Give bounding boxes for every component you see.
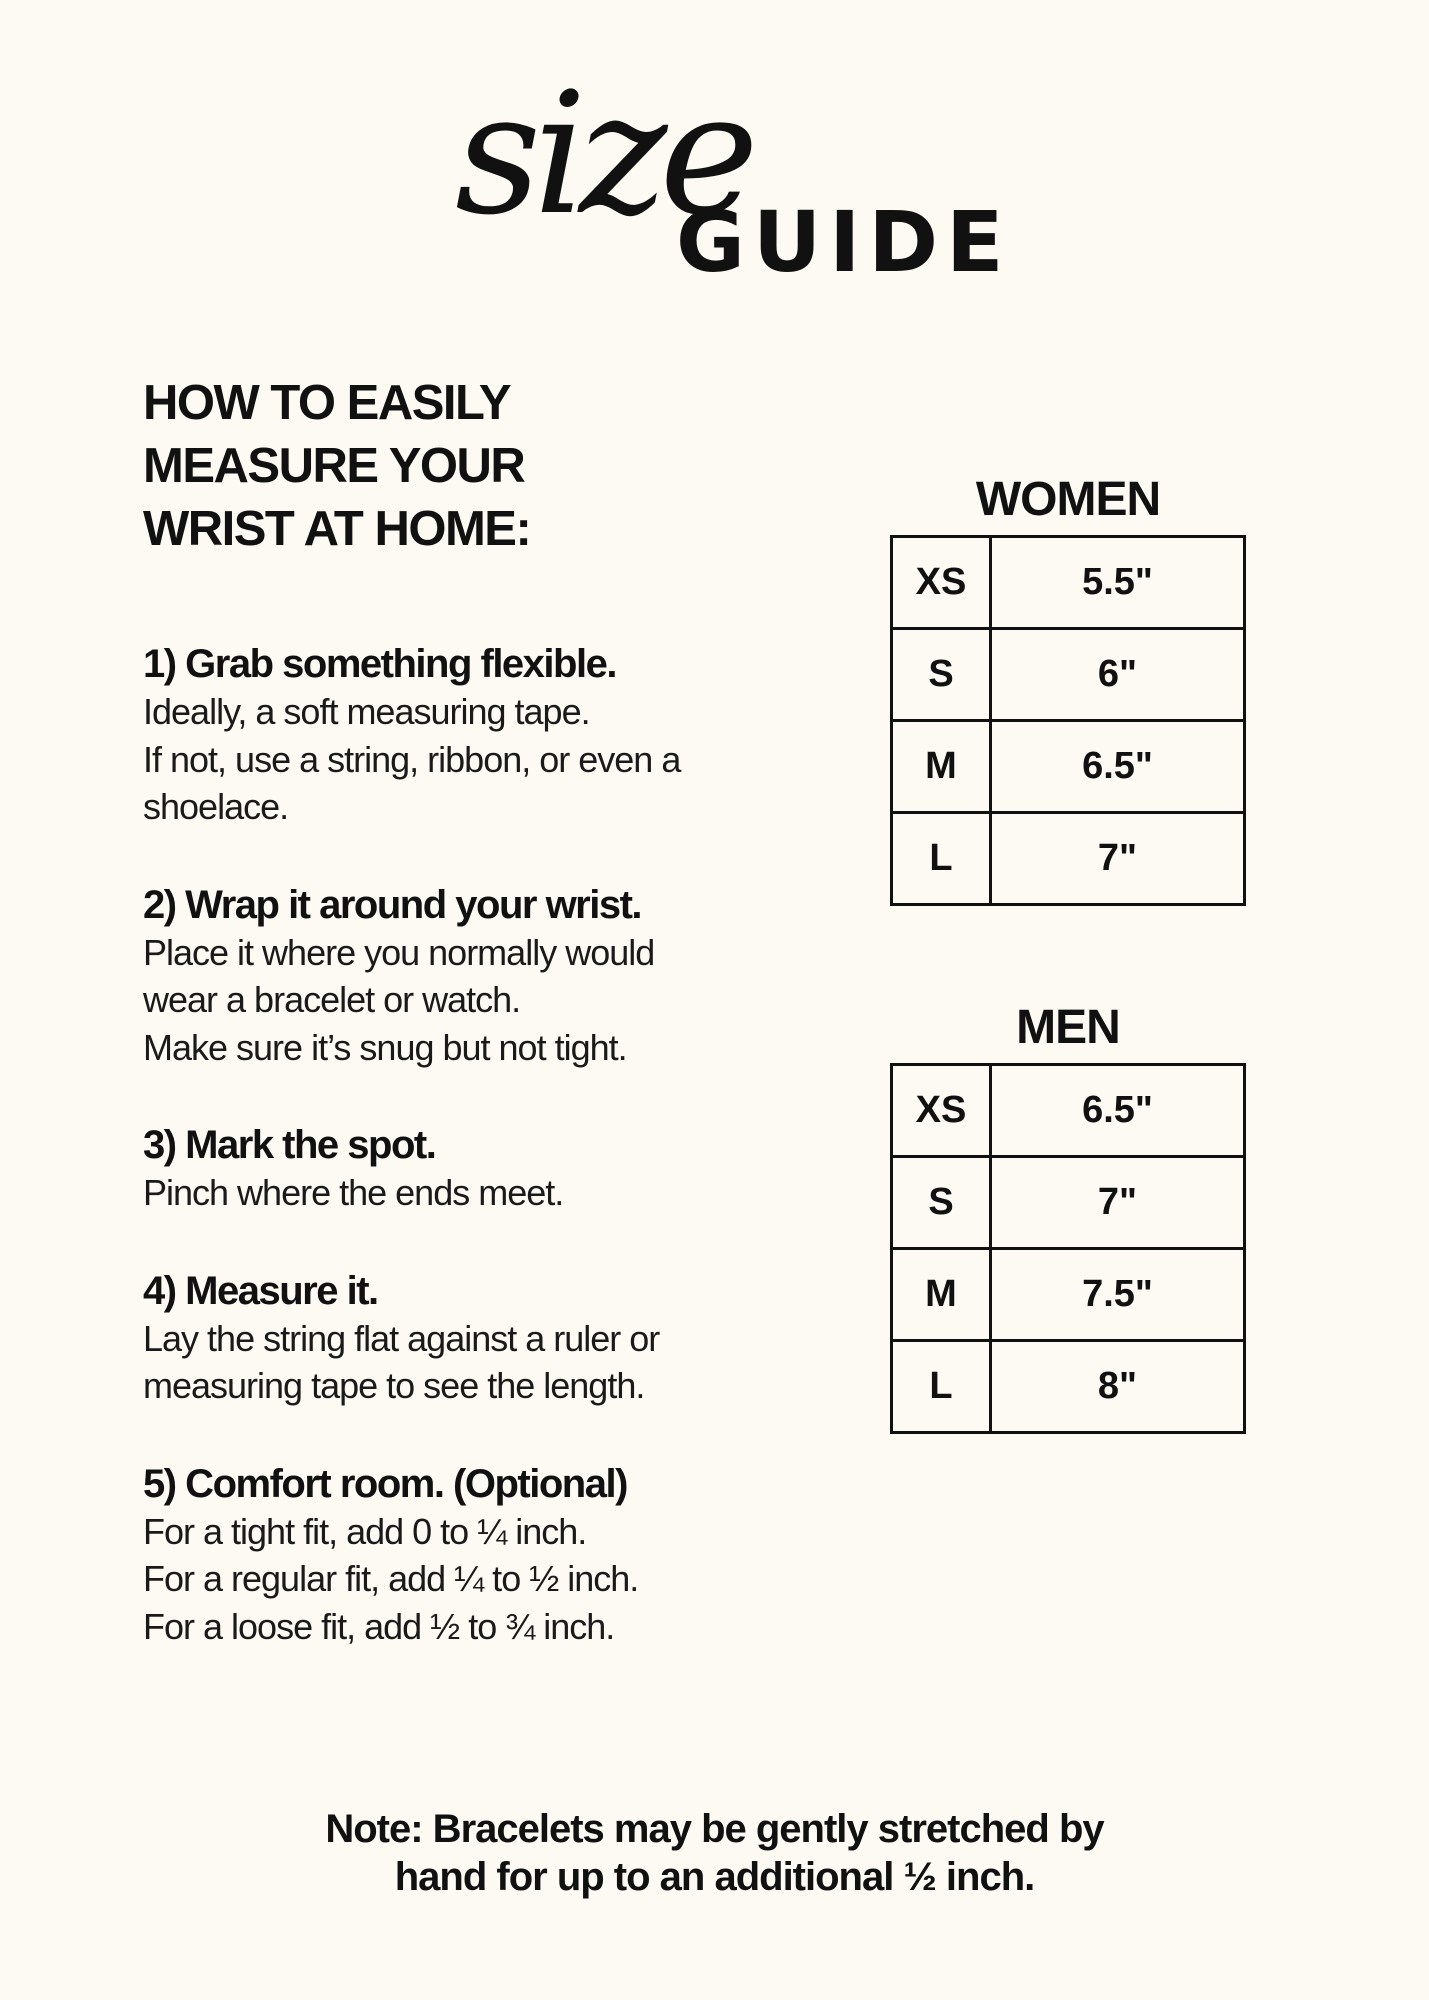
step-line: Make sure it’s snug but not tight. — [143, 1026, 627, 1068]
step-title: 5) Comfort room. (Optional) — [143, 1461, 627, 1506]
step-line: For a regular fit, add ¼ to ½ inch. — [143, 1558, 639, 1599]
step-line: For a loose fit, add ½ to ¾ inch. — [143, 1605, 615, 1647]
table-row — [892, 1341, 1245, 1433]
table-row — [892, 629, 1245, 721]
note — [0, 1805, 1429, 1901]
step-line: shoelace. — [143, 786, 289, 827]
size-cell: M — [892, 721, 991, 813]
step-1 — [143, 640, 783, 831]
step-line: wear a bracelet or watch. — [143, 979, 521, 1020]
table-row — [892, 813, 1245, 905]
step-3 — [143, 1121, 783, 1217]
step-4 — [143, 1267, 783, 1410]
table-row — [892, 1249, 1245, 1341]
table-row — [892, 1065, 1245, 1157]
how-to-line: WRIST AT HOME: — [143, 502, 531, 556]
how-to-line: HOW TO EASILY — [143, 376, 511, 430]
size-cell: XS — [892, 1065, 991, 1157]
men-size-table — [890, 1063, 1246, 1434]
length-cell: 6.5" — [991, 721, 1245, 813]
step-line: Lay the string flat against a ruler or — [143, 1317, 660, 1359]
size-cell: L — [892, 813, 991, 905]
size-cell: L — [892, 1341, 991, 1433]
steps-list — [143, 640, 783, 1700]
men-size-section — [890, 993, 1246, 1434]
note-line: hand for up to an additional ½ inch. — [394, 1855, 1035, 1899]
women-size-section — [890, 465, 1246, 906]
length-cell: 7" — [991, 1157, 1245, 1249]
size-cell: S — [892, 1157, 991, 1249]
step-title: 1) Grab something flexible. — [143, 642, 616, 686]
length-cell: 6" — [991, 629, 1245, 721]
length-cell: 8" — [991, 1341, 1245, 1433]
table-row — [892, 1157, 1245, 1249]
women-size-table — [890, 535, 1246, 906]
length-cell: 7.5" — [991, 1249, 1245, 1341]
how-to-line: MEASURE YOUR — [143, 439, 525, 493]
length-cell: 5.5" — [991, 537, 1245, 629]
step-line: measuring tape to see the length. — [143, 1365, 645, 1406]
size-cell: S — [892, 629, 991, 721]
length-cell: 6.5" — [991, 1065, 1245, 1157]
step-title: 2) Wrap it around your wrist. — [143, 882, 642, 927]
step-line: Ideally, a soft measuring tape. — [143, 691, 590, 732]
table-row — [892, 537, 1245, 629]
title-script: size — [455, 56, 751, 252]
women-heading: WOMEN — [975, 473, 1161, 526]
length-cell: 7" — [991, 813, 1245, 905]
step-2 — [143, 881, 783, 1072]
step-5 — [143, 1460, 783, 1651]
note-line: Note: Bracelets may be gently stretched by — [325, 1807, 1104, 1851]
step-line: Place it where you normally would — [143, 931, 655, 973]
title-guide: GUIDE — [676, 193, 1012, 291]
step-line: If not, use a string, ribbon, or even a — [143, 738, 681, 780]
size-cell: XS — [892, 537, 991, 629]
size-cell: M — [892, 1249, 991, 1341]
how-to-heading — [143, 372, 743, 561]
step-line: For a tight fit, add 0 to ¼ inch. — [143, 1510, 587, 1552]
step-title: 3) Mark the spot. — [143, 1123, 436, 1167]
step-line: Pinch where the ends meet. — [143, 1172, 564, 1213]
step-title: 4) Measure it. — [143, 1268, 378, 1313]
table-row — [892, 721, 1245, 813]
men-heading: MEN — [1016, 1001, 1120, 1054]
